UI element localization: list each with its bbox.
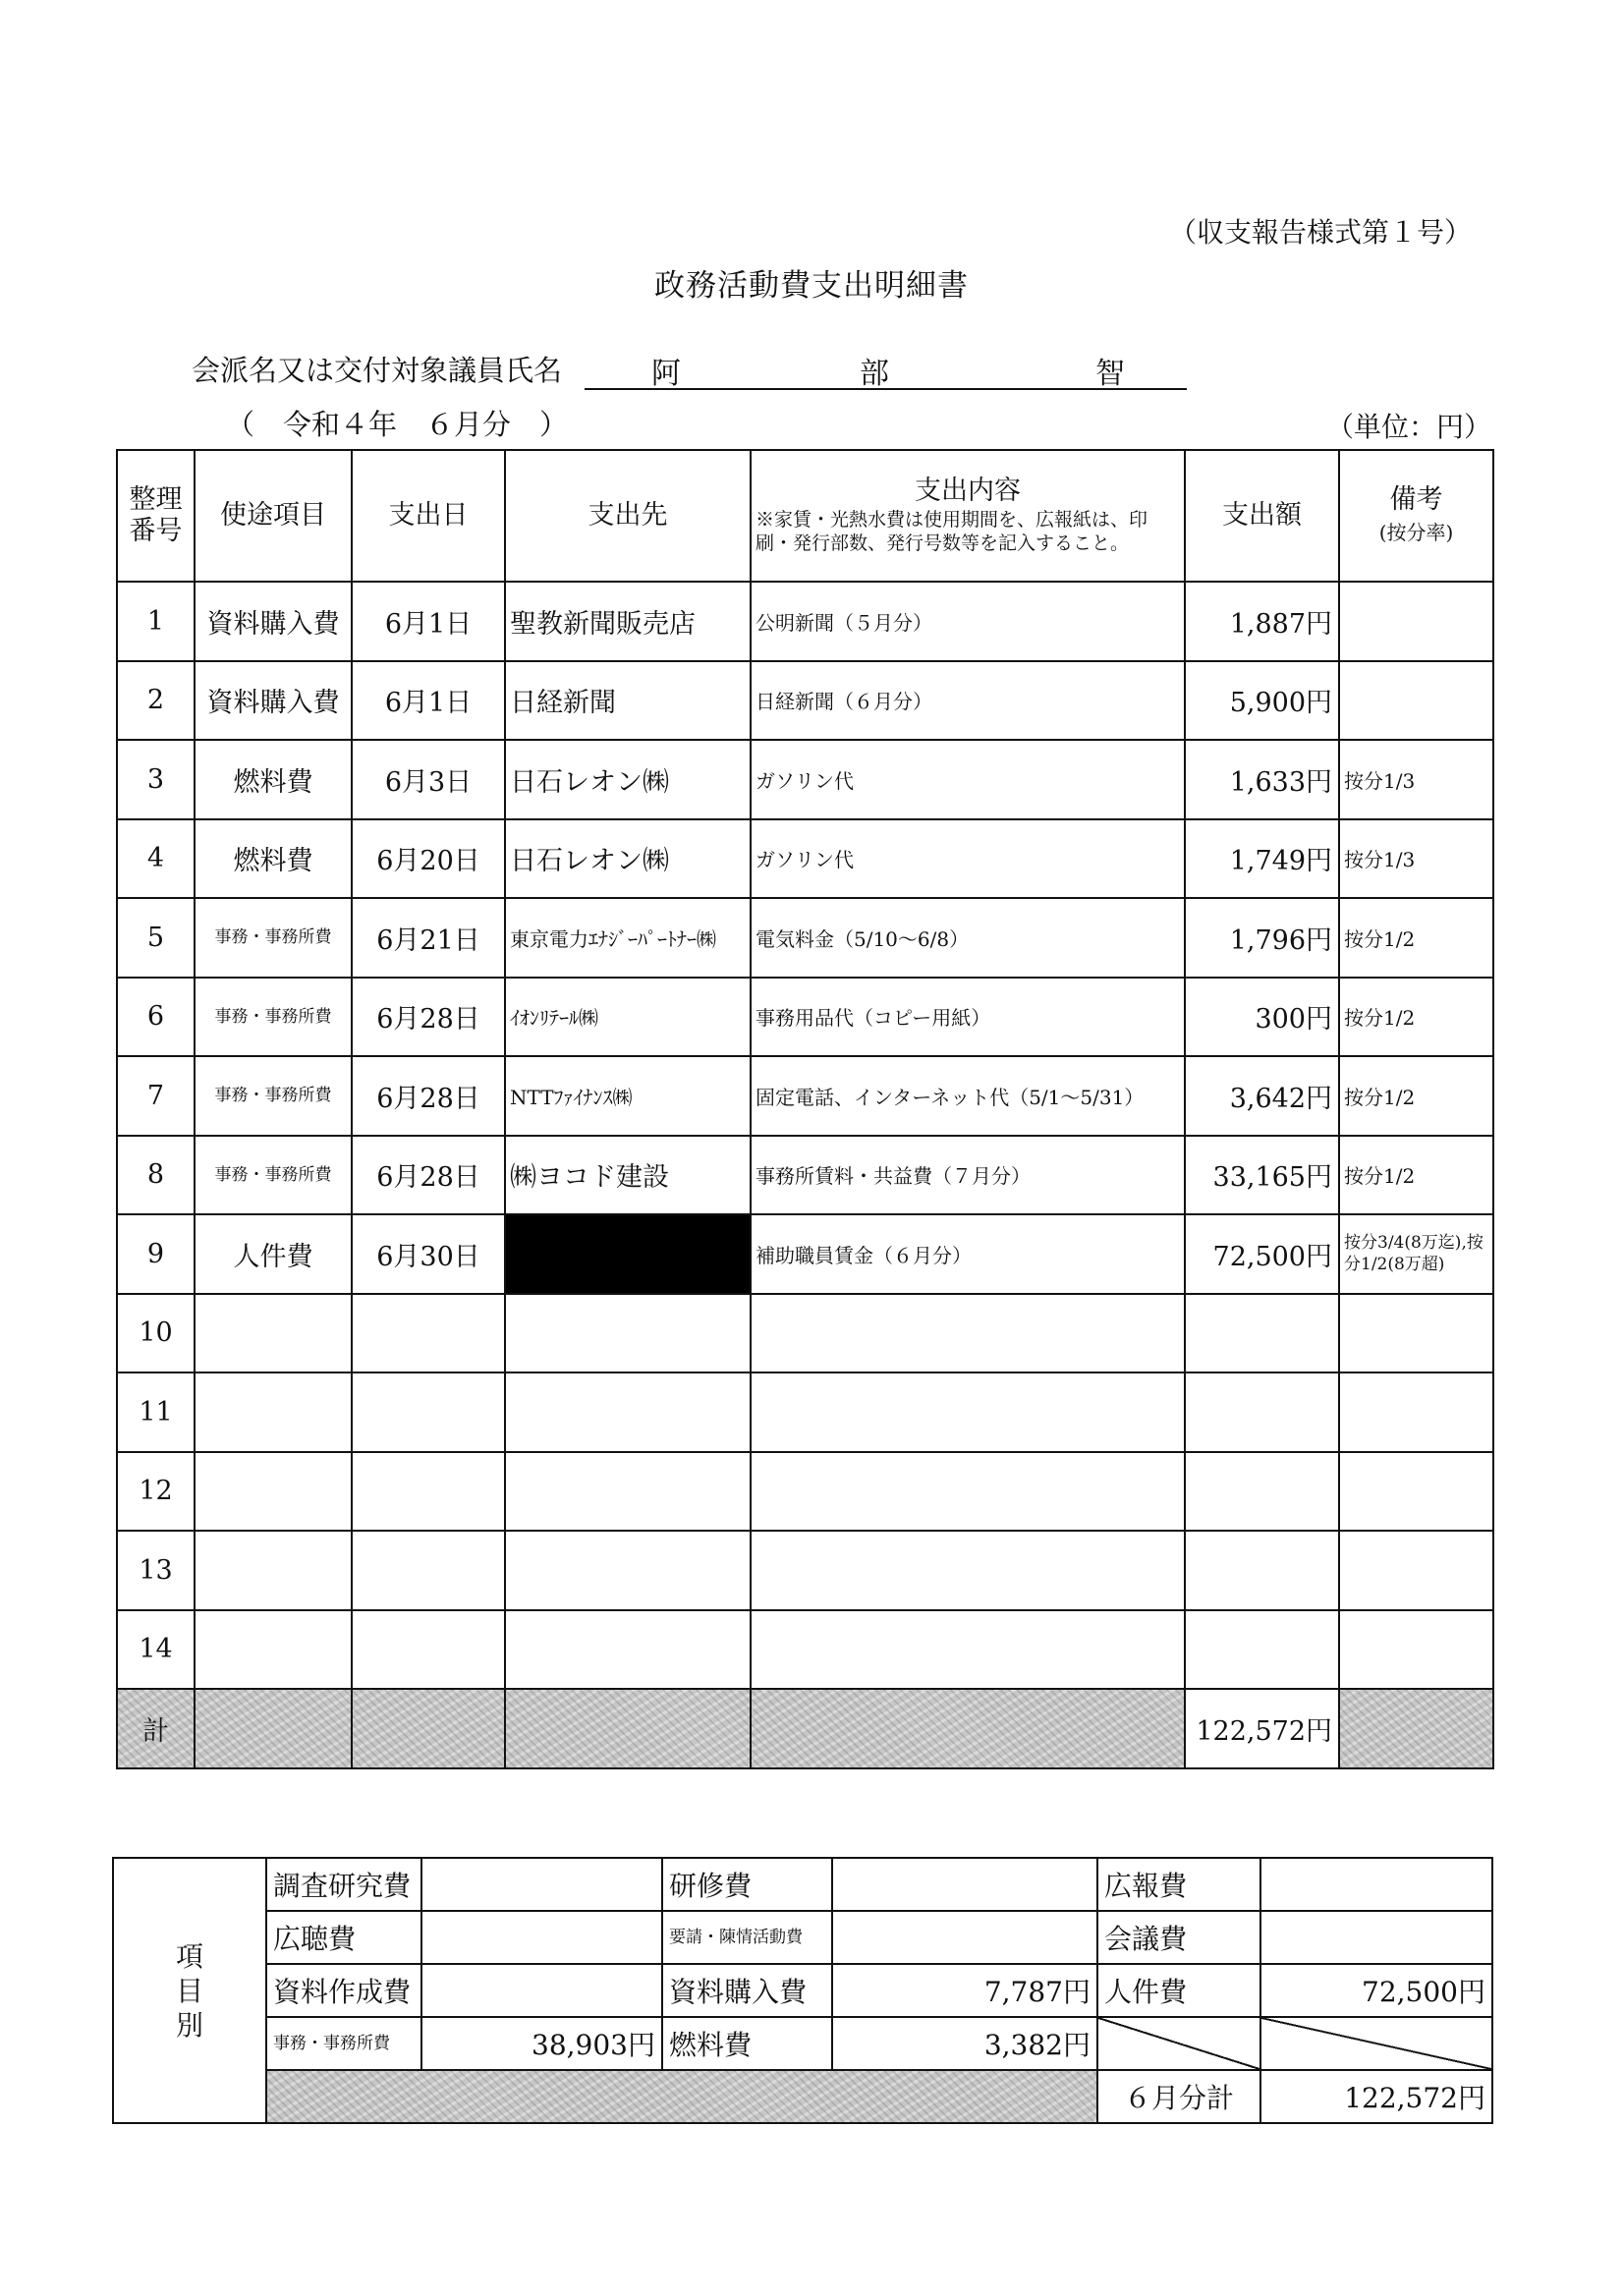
row-no: 9 [117, 1214, 195, 1294]
header-remarks-title: 備考 [1389, 483, 1443, 515]
row-amount [1185, 1294, 1339, 1373]
row-no: 12 [117, 1452, 195, 1532]
shaded-cell [266, 2070, 1097, 2123]
row-no: 7 [117, 1056, 195, 1136]
row-payee [505, 1372, 751, 1452]
header-item: 使途項目 [195, 450, 352, 582]
header-payee: 支出先 [505, 450, 751, 582]
row-amount: 1,633円 [1185, 740, 1339, 819]
value-kenshu [832, 1858, 1097, 1911]
month-total-value: 122,572円 [1260, 2070, 1492, 2123]
row-no: 3 [117, 740, 195, 819]
header-amount: 支出額 [1185, 450, 1339, 582]
value-yosei [832, 1911, 1097, 1964]
row-remarks: 按分1/3 [1339, 740, 1493, 819]
header-content-note: ※家賃・光熱水費は使用期間を、広報紙は、印刷・発行部数、発行号数等を記入すること。 [756, 508, 1148, 555]
row-item: 人件費 [195, 1214, 352, 1294]
row-item: 事務・事務所費 [195, 1136, 352, 1215]
label-jinken: 人件費 [1097, 1964, 1260, 2017]
row-no: 4 [117, 819, 195, 899]
row-date [352, 1372, 505, 1452]
table-row [117, 582, 1493, 661]
row-item: 事務・事務所費 [195, 1056, 352, 1136]
header-date: 支出日 [352, 450, 505, 582]
label-shiryo-sakusei: 資料作成費 [266, 1964, 421, 2017]
row-no: 13 [117, 1531, 195, 1610]
table-row [117, 661, 1493, 741]
header-content-title: 支出内容 [915, 476, 1021, 507]
category-side-label: 項 目 別 [113, 1858, 266, 2123]
row-payee: 東京電力ｴﾅｼﾞｰﾊﾟｰﾄﾅｰ㈱ [505, 898, 751, 978]
label-jimu: 事務・事務所費 [266, 2017, 421, 2070]
header-no: 整理 番号 [117, 450, 195, 582]
row-date [352, 1452, 505, 1532]
slashed-cell [1097, 2017, 1260, 2070]
summary-row [113, 2017, 1492, 2070]
row-content: 固定電話、インターネット代（5/1～5/31） [751, 1056, 1185, 1136]
label-nenryo: 燃料費 [662, 2017, 832, 2070]
row-amount: 300円 [1185, 978, 1339, 1057]
total-row [117, 1689, 1493, 1768]
row-remarks [1339, 1372, 1493, 1452]
row-remarks: 按分1/3 [1339, 819, 1493, 899]
row-date: 6月1日 [352, 661, 505, 741]
value-shiryo-sakusei [421, 1964, 662, 2017]
row-amount: 3,642円 [1185, 1056, 1339, 1136]
row-amount: 1,796円 [1185, 898, 1339, 978]
row-content: 電気料金（5/10～6/8） [751, 898, 1185, 978]
row-remarks [1339, 1531, 1493, 1610]
value-nenryo: 3,382円 [832, 2017, 1097, 2070]
table-row [117, 898, 1493, 978]
row-content: 補助職員賃金（６月分） [751, 1214, 1185, 1294]
row-item [195, 1372, 352, 1452]
table-row [117, 1372, 1493, 1452]
row-item: 資料購入費 [195, 661, 352, 741]
name-label: 会派名又は交付対象議員氏名 [192, 354, 563, 387]
value-koho [1260, 1858, 1492, 1911]
month-total-label: ６月分計 [1097, 2070, 1260, 2123]
row-payee [505, 1294, 751, 1373]
label-kocho: 広聴費 [266, 1911, 421, 1964]
row-amount [1185, 1372, 1339, 1452]
row-remarks [1339, 1610, 1493, 1690]
category-summary-table [112, 1857, 1493, 2124]
header-remarks-sub: (按分率) [1378, 521, 1454, 544]
row-payee [505, 1452, 751, 1532]
expense-detail-table [116, 449, 1494, 1769]
row-payee: NTTﾌｧｲﾅﾝｽ㈱ [505, 1056, 751, 1136]
row-no: 6 [117, 978, 195, 1057]
row-amount: 1,887円 [1185, 582, 1339, 661]
row-content [751, 1452, 1185, 1532]
summary-row [113, 1858, 1492, 1911]
row-item: 事務・事務所費 [195, 898, 352, 978]
shaded-cell [505, 1689, 751, 1768]
row-payee: 日石レオン㈱ [505, 740, 751, 819]
value-shiryo-konyu: 7,787円 [832, 1964, 1097, 2017]
row-payee: ㈱ヨコド建設 [505, 1136, 751, 1215]
row-date: 6月28日 [352, 978, 505, 1057]
row-payee [505, 1531, 751, 1610]
row-no: 1 [117, 582, 195, 661]
table-row [117, 819, 1493, 899]
value-jimu: 38,903円 [421, 2017, 662, 2070]
row-content: ガソリン代 [751, 740, 1185, 819]
table-row [117, 1531, 1493, 1610]
header-content [751, 450, 1185, 582]
member-name-part-3: 智 [1095, 357, 1125, 391]
member-name-part-2: 部 [860, 357, 889, 391]
row-remarks: 按分1/2 [1339, 1056, 1493, 1136]
row-remarks: 按分1/2 [1339, 898, 1493, 978]
row-amount: 72,500円 [1185, 1214, 1339, 1294]
row-content [751, 1610, 1185, 1690]
row-amount: 5,900円 [1185, 661, 1339, 741]
form-number: （収支報告様式第１号） [1169, 216, 1473, 249]
table-row [117, 1452, 1493, 1532]
row-amount [1185, 1452, 1339, 1532]
row-date: 6月28日 [352, 1136, 505, 1215]
total-label: 計 [117, 1689, 195, 1768]
row-content: 公明新聞（５月分） [751, 582, 1185, 661]
row-no: 10 [117, 1294, 195, 1373]
row-no: 2 [117, 661, 195, 741]
row-payee: 日石レオン㈱ [505, 819, 751, 899]
row-date: 6月20日 [352, 819, 505, 899]
row-amount [1185, 1531, 1339, 1610]
table-row [117, 1136, 1493, 1215]
row-no: 11 [117, 1372, 195, 1452]
summary-row [113, 1964, 1492, 2017]
row-content: 日経新聞（６月分） [751, 661, 1185, 741]
row-item: 資料購入費 [195, 582, 352, 661]
row-item [195, 1294, 352, 1373]
row-date: 6月1日 [352, 582, 505, 661]
row-content [751, 1372, 1185, 1452]
row-payee [505, 1610, 751, 1690]
table-row [117, 978, 1493, 1057]
unit-label: （単位：円） [1326, 411, 1492, 443]
row-remarks [1339, 1452, 1493, 1532]
row-content: 事務用品代（コピー用紙） [751, 978, 1185, 1057]
row-date: 6月21日 [352, 898, 505, 978]
summary-total-row [113, 2070, 1492, 2123]
summary-row [113, 1911, 1492, 1964]
row-date: 6月28日 [352, 1056, 505, 1136]
row-payee: 聖教新聞販売店 [505, 582, 751, 661]
document-title: 政務活動費支出明細書 [654, 268, 969, 304]
row-date [352, 1294, 505, 1373]
row-payee: ｲｵﾝﾘﾃｰﾙ㈱ [505, 978, 751, 1057]
redacted-payee [505, 1214, 751, 1294]
row-remarks: 按分3/4(8万迄),按分1/2(8万超) [1339, 1214, 1493, 1294]
label-kenshu: 研修費 [662, 1858, 832, 1911]
row-content [751, 1294, 1185, 1373]
row-amount: 1,749円 [1185, 819, 1339, 899]
table-header-row [117, 450, 1493, 582]
row-date [352, 1531, 505, 1610]
total-amount: 122,572円 [1185, 1689, 1339, 1768]
table-row [117, 1610, 1493, 1690]
label-shiryo-konyu: 資料購入費 [662, 1964, 832, 2017]
shaded-cell [1339, 1689, 1493, 1768]
row-remarks [1339, 582, 1493, 661]
row-item: 燃料費 [195, 819, 352, 899]
shaded-cell [352, 1689, 505, 1768]
table-row [117, 740, 1493, 819]
row-no: 5 [117, 898, 195, 978]
row-no: 14 [117, 1610, 195, 1690]
row-item: 燃料費 [195, 740, 352, 819]
period: （ 令和４年 ６月分 ） [226, 408, 569, 441]
member-name-part-1: 阿 [651, 357, 681, 391]
table-row [117, 1214, 1493, 1294]
row-date: 6月3日 [352, 740, 505, 819]
label-koho: 広報費 [1097, 1858, 1260, 1911]
table-row [117, 1056, 1493, 1136]
row-content: ガソリン代 [751, 819, 1185, 899]
row-item [195, 1610, 352, 1690]
value-kocho [421, 1911, 662, 1964]
row-date: 6月30日 [352, 1214, 505, 1294]
row-remarks: 按分1/2 [1339, 978, 1493, 1057]
row-payee: 日経新聞 [505, 661, 751, 741]
row-item [195, 1531, 352, 1610]
shaded-cell [195, 1689, 352, 1768]
row-no: 8 [117, 1136, 195, 1215]
row-amount [1185, 1610, 1339, 1690]
row-item [195, 1452, 352, 1532]
row-remarks: 按分1/2 [1339, 1136, 1493, 1215]
value-kaigi [1260, 1911, 1492, 1964]
label-chosa: 調査研究費 [266, 1858, 421, 1911]
label-yosei: 要請・陳情活動費 [662, 1911, 832, 1964]
row-item: 事務・事務所費 [195, 978, 352, 1057]
value-chosa [421, 1858, 662, 1911]
row-content [751, 1531, 1185, 1610]
row-content: 事務所賃料・共益費（７月分） [751, 1136, 1185, 1215]
row-remarks [1339, 1294, 1493, 1373]
label-kaigi: 会議費 [1097, 1911, 1260, 1964]
table-row [117, 1294, 1493, 1373]
row-remarks [1339, 661, 1493, 741]
row-date [352, 1610, 505, 1690]
slashed-cell [1260, 2017, 1492, 2070]
header-remarks [1339, 450, 1493, 582]
row-amount: 33,165円 [1185, 1136, 1339, 1215]
value-jinken: 72,500円 [1260, 1964, 1492, 2017]
shaded-cell [751, 1689, 1185, 1768]
